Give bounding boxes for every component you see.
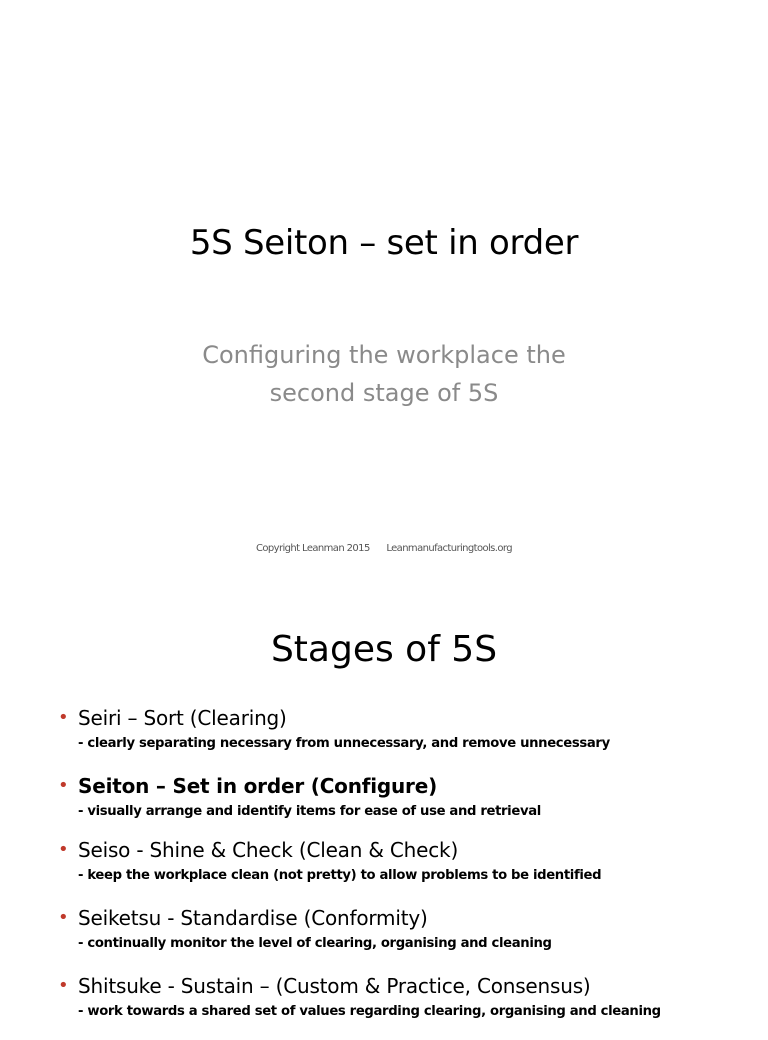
subtitle-line-2: second stage of 5S bbox=[269, 379, 499, 407]
stage-item-seiri bbox=[58, 704, 758, 772]
stage-desc: - continually monitor the level of clearing, organising and cleaning bbox=[78, 936, 552, 951]
stage-item-seiton bbox=[58, 772, 758, 836]
stage-desc: - keep the workplace clean (not pretty) to allow problems to be identified bbox=[78, 868, 602, 883]
bullet-icon: • bbox=[58, 707, 69, 728]
stage-head: Seiketsu - Standardise (Conformity) bbox=[78, 906, 428, 930]
stage-desc: - visually arrange and identify items for ease of use and retrieval bbox=[78, 804, 541, 819]
stage-head: Seiton – Set in order (Configure) bbox=[78, 774, 438, 798]
stage-head: Shitsuke - Sustain – (Custom & Practice, Consensus) bbox=[78, 974, 591, 998]
copyright-footer bbox=[0, 543, 768, 554]
slide-subtitle bbox=[0, 336, 768, 412]
subtitle-line-1: Configuring the workplace the bbox=[202, 341, 566, 369]
stage-item-seiso bbox=[58, 836, 758, 904]
stage-item-seiketsu bbox=[58, 904, 758, 972]
slide-title-heading: 5S Seiton – set in order bbox=[189, 223, 579, 263]
stage-head: Seiri – Sort (Clearing) bbox=[78, 706, 287, 730]
stage-head: Seiso - Shine & Check (Clean & Check) bbox=[78, 838, 459, 862]
stage-list bbox=[58, 704, 758, 1040]
stage-desc: - clearly separating necessary from unnecessary, and remove unnecessary bbox=[78, 736, 610, 751]
bullet-icon: • bbox=[58, 907, 69, 928]
copyright-text: Copyright Leanman 2015 bbox=[256, 543, 370, 554]
site-text: Leanmanufacturingtools.org bbox=[386, 543, 512, 554]
stage-desc: - work towards a shared set of values regarding clearing, organising and cleaning bbox=[78, 1004, 661, 1019]
slide-stages bbox=[0, 590, 768, 1024]
stage-item-shitsuke bbox=[58, 972, 758, 1040]
bullet-icon: • bbox=[58, 839, 69, 860]
bullet-icon: • bbox=[58, 975, 69, 996]
stages-heading: Stages of 5S bbox=[270, 629, 498, 670]
bullet-icon: • bbox=[58, 775, 69, 796]
